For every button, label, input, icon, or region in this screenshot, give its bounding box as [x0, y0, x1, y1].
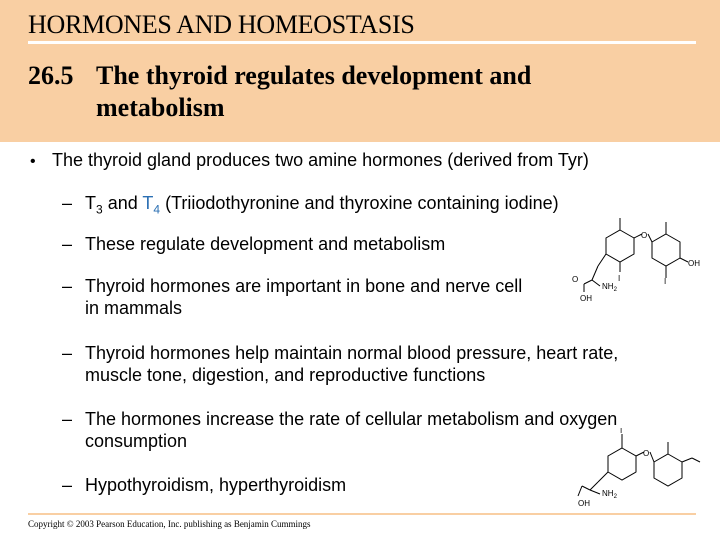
dash-icon: – — [62, 276, 73, 296]
sub-bullet-text — [62, 192, 559, 217]
t4-label: T — [142, 193, 154, 213]
slide-title — [28, 60, 531, 124]
slide-title-line-1 — [28, 60, 531, 92]
molecule-oh-label: OH — [578, 499, 590, 508]
dash-icon: – — [62, 193, 73, 213]
footer-rule — [28, 513, 696, 515]
slide-title-text-2: metabolism — [96, 93, 225, 122]
sub-bullet-text-line-1: Thyroid hormones help maintain normal blood pressure, heart rate, — [85, 343, 619, 363]
t3-label: T — [85, 193, 96, 213]
dash-icon: – — [62, 234, 73, 254]
ring-4 — [654, 454, 682, 486]
sub-bullet-text-line-2: muscle tone, digestion, and reproductive functions — [85, 365, 486, 385]
nh-text: NH — [602, 282, 614, 291]
main-bullet — [30, 150, 589, 171]
sub-bullet-blood-pressure — [62, 342, 618, 386]
slide-title-text-1: The thyroid regulates development and — [96, 61, 532, 90]
molecule-nh2-label — [602, 489, 618, 500]
sub-bullet-text-line-1: Thyroid hormones are important in bone and nerve cell — [85, 276, 523, 296]
molecule-iodine-label: I — [618, 274, 621, 283]
molecule-iodine-label-2: I — [664, 277, 667, 286]
triiodothyronine-structure-diagram — [564, 428, 714, 512]
molecule-o-label: O — [643, 449, 650, 458]
dash-icon: – — [62, 343, 73, 363]
t3-subscript: 3 — [96, 202, 103, 217]
t4-subscript: 4 — [153, 202, 161, 217]
bullet-dot-icon: • — [30, 153, 36, 170]
molecule-carbonyl-o-label: O — [572, 275, 579, 284]
sub-bullet-t3-t4 — [62, 192, 559, 217]
sub-bullet-text: These regulate development and metabolism — [85, 234, 446, 254]
sub-bullet-hypo-hyper — [62, 474, 346, 496]
sub-bullet-metabolism — [62, 408, 617, 452]
title-rule — [28, 41, 696, 44]
ring-3 — [608, 448, 636, 480]
sub-bullet-text-line-1: The hormones increase the rate of cellular metabolism and oxygen — [85, 409, 618, 429]
sub-bullet-text-line-2: in mammals — [85, 298, 183, 318]
and-text: and — [102, 193, 143, 213]
sub-bullet-text-line-2: consumption — [85, 431, 188, 451]
nh2-subscript: 2 — [613, 494, 617, 500]
nh2-subscript: 2 — [613, 287, 617, 293]
t3-t4-description: (Triiodothyronine and thyroxine containing iodine) — [160, 193, 559, 213]
dash-icon: – — [62, 409, 73, 429]
slide-number: 26.5 — [28, 61, 74, 90]
ring-2 — [652, 234, 680, 266]
molecule-nh2-label — [602, 282, 618, 293]
main-bullet-text: The thyroid gland produces two amine hormones (derived from Tyr) — [52, 150, 589, 170]
molecule-oh-label: OH — [688, 259, 700, 268]
copyright-footer: Copyright © 2003 Pearson Education, Inc. publishing as Benjamin Cummings — [28, 519, 311, 529]
sub-bullet-regulate — [62, 233, 445, 255]
ring-1 — [606, 230, 634, 262]
dash-icon: – — [62, 475, 73, 495]
sub-bullet-text: Hypothyroidism, hyperthyroidism — [85, 475, 347, 495]
molecule-o-label: O — [641, 231, 648, 240]
section-title: HORMONES AND HOMEOSTASIS — [28, 10, 415, 39]
molecule-iodine-label: I — [620, 428, 623, 435]
molecule-oh-bottom-label: OH — [580, 294, 592, 303]
thyroxine-structure-diagram — [562, 212, 712, 308]
nh-text: NH — [602, 489, 614, 498]
sub-bullet-bone-nerve — [62, 275, 522, 319]
